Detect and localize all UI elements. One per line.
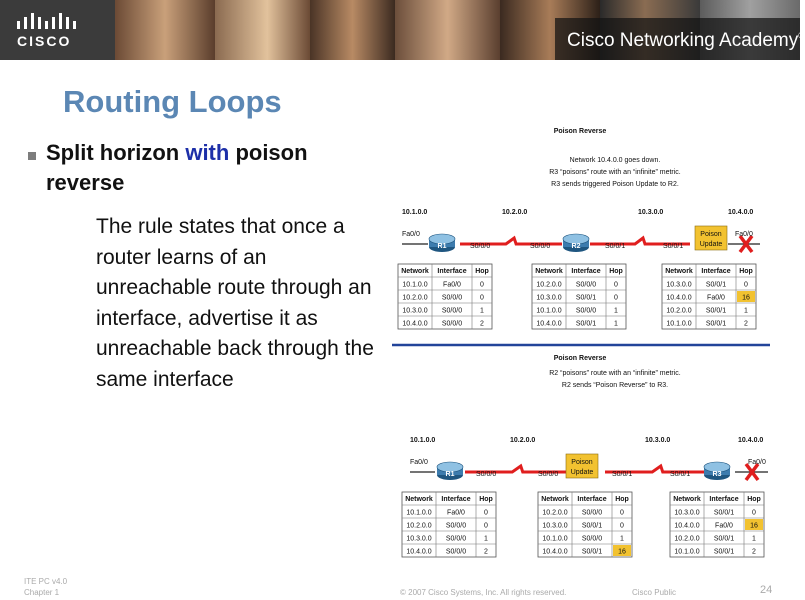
routing-table-header: Network bbox=[405, 496, 433, 503]
cisco-bars-icon bbox=[17, 13, 77, 31]
routing-table-header: Hop bbox=[609, 268, 623, 275]
bullet-square-icon bbox=[28, 152, 36, 160]
routing-table-cell: 0 bbox=[614, 294, 618, 302]
routing-table-cell: 10.2.0.0 bbox=[666, 307, 692, 315]
router-r2-label: R2 bbox=[571, 243, 581, 250]
routing-table-cell: Fa0/0 bbox=[707, 294, 725, 302]
banner-photo bbox=[215, 0, 310, 60]
routing-table-cell: 10.2.0.0 bbox=[542, 509, 568, 517]
routing-table-header: Network bbox=[401, 268, 429, 275]
routing-table-cell: Fa0/0 bbox=[715, 522, 733, 530]
banner-photo bbox=[395, 0, 500, 60]
routing-table-cell: 0 bbox=[614, 281, 618, 289]
body-text: The rule states that once a router learns of an unreachable route through an interface, advertise it as unreachable back through the same interface bbox=[96, 215, 374, 391]
routing-table-header: Hop bbox=[475, 268, 489, 275]
routing-table-cell: 0 bbox=[484, 522, 488, 530]
routing-table-cell: 1 bbox=[484, 535, 488, 543]
routing-table-cell: 2 bbox=[484, 548, 488, 556]
footer-course: ITE PC v4.0 bbox=[24, 577, 68, 586]
routing-table-cell: 16 bbox=[742, 294, 750, 302]
routing-table-cell: 1 bbox=[614, 307, 618, 315]
diagram-note: R2 “poisons” route with an “infinite” metric. bbox=[549, 370, 681, 377]
routing-table-header: Interface bbox=[571, 268, 601, 275]
footer-classification: Cisco Public bbox=[632, 588, 677, 597]
poison-update-badge-label: Update bbox=[699, 241, 723, 248]
routing-table-cell: S0/0/1 bbox=[705, 281, 727, 289]
routing-table-cell: 10.1.0.0 bbox=[406, 509, 432, 517]
page-number: 24 bbox=[760, 584, 773, 596]
header-banner bbox=[0, 0, 805, 60]
bullet-text: Split horizon with poison reverse bbox=[46, 140, 308, 195]
routing-table-cell: 10.4.0.0 bbox=[406, 548, 432, 556]
routing-table-header: Network bbox=[535, 268, 563, 275]
routing-table-cell: S0/0/1 bbox=[705, 307, 727, 315]
routing-table-cell: S0/0/0 bbox=[445, 535, 467, 543]
routing-table-cell: S0/0/0 bbox=[581, 535, 603, 543]
cisco-logo bbox=[0, 0, 115, 60]
router-r3-label: R3 bbox=[712, 471, 722, 478]
interface-label: Fa0/0 bbox=[748, 459, 766, 466]
routing-table-cell: 10.1.0.0 bbox=[666, 320, 692, 328]
routing-table-header: Network bbox=[541, 496, 569, 503]
router-r1-label: R1 bbox=[445, 471, 455, 478]
routing-table-cell: 0 bbox=[620, 509, 624, 517]
routing-table-cell: 0 bbox=[480, 294, 484, 302]
routing-table-header: Interface bbox=[437, 268, 467, 275]
interface-label: Fa0/0 bbox=[410, 459, 428, 466]
network-label: 10.4.0.0 bbox=[728, 209, 754, 216]
routing-table-cell: S0/0/1 bbox=[575, 320, 597, 328]
network-label: 10.2.0.0 bbox=[502, 209, 528, 216]
routing-table-cell: 10.4.0.0 bbox=[666, 294, 692, 302]
routing-table-header: Network bbox=[665, 268, 693, 275]
interface-label: Fa0/0 bbox=[735, 231, 753, 238]
poison-update-badge-label: Update bbox=[570, 469, 594, 476]
routing-table-header: Hop bbox=[479, 496, 493, 503]
routing-table-cell: Fa0/0 bbox=[447, 509, 465, 517]
diagram-note: R2 sends “Poison Reverse” to R3. bbox=[561, 382, 669, 389]
footer-chapter: Chapter 1 bbox=[24, 588, 60, 597]
routing-table-cell: 16 bbox=[618, 548, 626, 556]
routing-table-cell: 10.2.0.0 bbox=[674, 535, 700, 543]
routing-table-cell: 1 bbox=[620, 535, 624, 543]
routing-table-header: Hop bbox=[747, 496, 761, 503]
routing-table-cell: 10.4.0.0 bbox=[674, 522, 700, 530]
routing-table-header: Interface bbox=[577, 496, 607, 503]
routing-table-cell: 10.4.0.0 bbox=[402, 320, 428, 328]
routing-table-cell: S0/0/0 bbox=[581, 509, 603, 517]
routing-table-cell: 0 bbox=[484, 509, 488, 517]
poison-update-badge-label: Poison bbox=[571, 459, 593, 466]
routing-table-header: Interface bbox=[441, 496, 471, 503]
routing-table-cell: S0/0/0 bbox=[575, 307, 597, 315]
routing-table-cell: 1 bbox=[480, 307, 484, 315]
routing-table-cell: Fa0/0 bbox=[443, 281, 461, 289]
routing-table-cell: S0/0/0 bbox=[441, 294, 463, 302]
routing-table-cell: 0 bbox=[480, 281, 484, 289]
poison-update-badge-label: Poison bbox=[700, 231, 722, 238]
routing-table-cell: 10.4.0.0 bbox=[542, 548, 568, 556]
routing-table-cell: S0/0/0 bbox=[575, 281, 597, 289]
interface-label: S0/0/1 bbox=[670, 471, 691, 478]
routing-table-cell: 2 bbox=[752, 548, 756, 556]
routing-table-cell: S0/0/1 bbox=[581, 522, 603, 530]
routing-table-cell: 10.1.0.0 bbox=[402, 281, 428, 289]
routing-table-cell: S0/0/0 bbox=[441, 307, 463, 315]
diagram-note: R3 sends triggered Poison Update to R2. bbox=[551, 181, 679, 188]
routing-table-cell: 1 bbox=[614, 320, 618, 328]
academy-title: Cisco Networking Academy® bbox=[567, 30, 805, 51]
network-label: 10.4.0.0 bbox=[738, 437, 764, 444]
network-label: 10.1.0.0 bbox=[402, 209, 428, 216]
slide-title: Routing Loops bbox=[63, 84, 282, 119]
network-label: 10.3.0.0 bbox=[638, 209, 664, 216]
routing-table-cell: S0/0/1 bbox=[705, 320, 727, 328]
poison-reverse-diagram bbox=[390, 122, 800, 556]
routing-table-cell: 10.3.0.0 bbox=[542, 522, 568, 530]
routing-table-cell: S0/0/0 bbox=[445, 548, 467, 556]
routing-table-cell: 10.2.0.0 bbox=[536, 281, 562, 289]
routing-table-cell: S0/0/1 bbox=[581, 548, 603, 556]
routing-table-cell: S0/0/0 bbox=[441, 320, 463, 328]
interface-label: S0/0/1 bbox=[612, 471, 633, 478]
cisco-wordmark: CISCO bbox=[17, 33, 72, 49]
diagram-title: Poison Reverse bbox=[553, 355, 607, 362]
routing-table-header: Interface bbox=[709, 496, 739, 503]
routing-table-cell: 10.1.0.0 bbox=[674, 548, 700, 556]
routing-table-cell: 10.1.0.0 bbox=[542, 535, 568, 543]
routing-table-cell: 10.4.0.0 bbox=[536, 320, 562, 328]
routing-table-cell: 10.3.0.0 bbox=[674, 509, 700, 517]
routing-table-cell: 2 bbox=[480, 320, 484, 328]
routing-table-cell: 0 bbox=[620, 522, 624, 530]
routing-table-cell: 16 bbox=[750, 522, 758, 530]
routing-table-cell: 10.3.0.0 bbox=[402, 307, 428, 315]
routing-table-header: Hop bbox=[739, 268, 753, 275]
routing-table-cell: 10.2.0.0 bbox=[402, 294, 428, 302]
diagram-note: Network 10.4.0.0 goes down. bbox=[569, 157, 661, 164]
routing-table-cell: 1 bbox=[752, 535, 756, 543]
routing-table-header: Network bbox=[673, 496, 701, 503]
routing-table-header: Interface bbox=[701, 268, 731, 275]
routing-table-cell: 10.1.0.0 bbox=[536, 307, 562, 315]
footer-copyright: © 2007 Cisco Systems, Inc. All rights reserved. bbox=[400, 588, 567, 597]
diagram-note: R3 “poisons” route with an “infinite” metric. bbox=[549, 169, 681, 176]
interface-label: S0/0/0 bbox=[470, 243, 491, 250]
banner-photo bbox=[310, 0, 395, 60]
routing-table-cell: 1 bbox=[744, 307, 748, 315]
routing-table-cell: S0/0/1 bbox=[713, 509, 735, 517]
network-label: 10.1.0.0 bbox=[410, 437, 436, 444]
routing-table-cell: S0/0/1 bbox=[713, 548, 735, 556]
routing-table-cell: 10.3.0.0 bbox=[666, 281, 692, 289]
network-label: 10.3.0.0 bbox=[645, 437, 671, 444]
interface-label: S0/0/0 bbox=[530, 243, 551, 250]
banner-photo bbox=[115, 0, 215, 60]
routing-table-cell: 0 bbox=[744, 281, 748, 289]
routing-table-header: Hop bbox=[615, 496, 629, 503]
routing-table-cell: 2 bbox=[744, 320, 748, 328]
network-label: 10.2.0.0 bbox=[510, 437, 536, 444]
interface-label: S0/0/0 bbox=[476, 471, 497, 478]
routing-table-cell: 10.3.0.0 bbox=[536, 294, 562, 302]
routing-table-cell: 10.3.0.0 bbox=[406, 535, 432, 543]
routing-table-cell: S0/0/1 bbox=[575, 294, 597, 302]
interface-label: S0/0/1 bbox=[605, 243, 626, 250]
routing-table-cell: 0 bbox=[752, 509, 756, 517]
interface-label: Fa0/0 bbox=[402, 231, 420, 238]
routing-table-cell: 10.2.0.0 bbox=[406, 522, 432, 530]
interface-label: S0/0/1 bbox=[663, 243, 684, 250]
interface-label: S0/0/0 bbox=[538, 471, 559, 478]
diagram-title: Poison Reverse bbox=[553, 128, 607, 135]
routing-table-cell: S0/0/0 bbox=[445, 522, 467, 530]
router-r1-label: R1 bbox=[437, 243, 447, 250]
routing-table-cell: S0/0/1 bbox=[713, 535, 735, 543]
